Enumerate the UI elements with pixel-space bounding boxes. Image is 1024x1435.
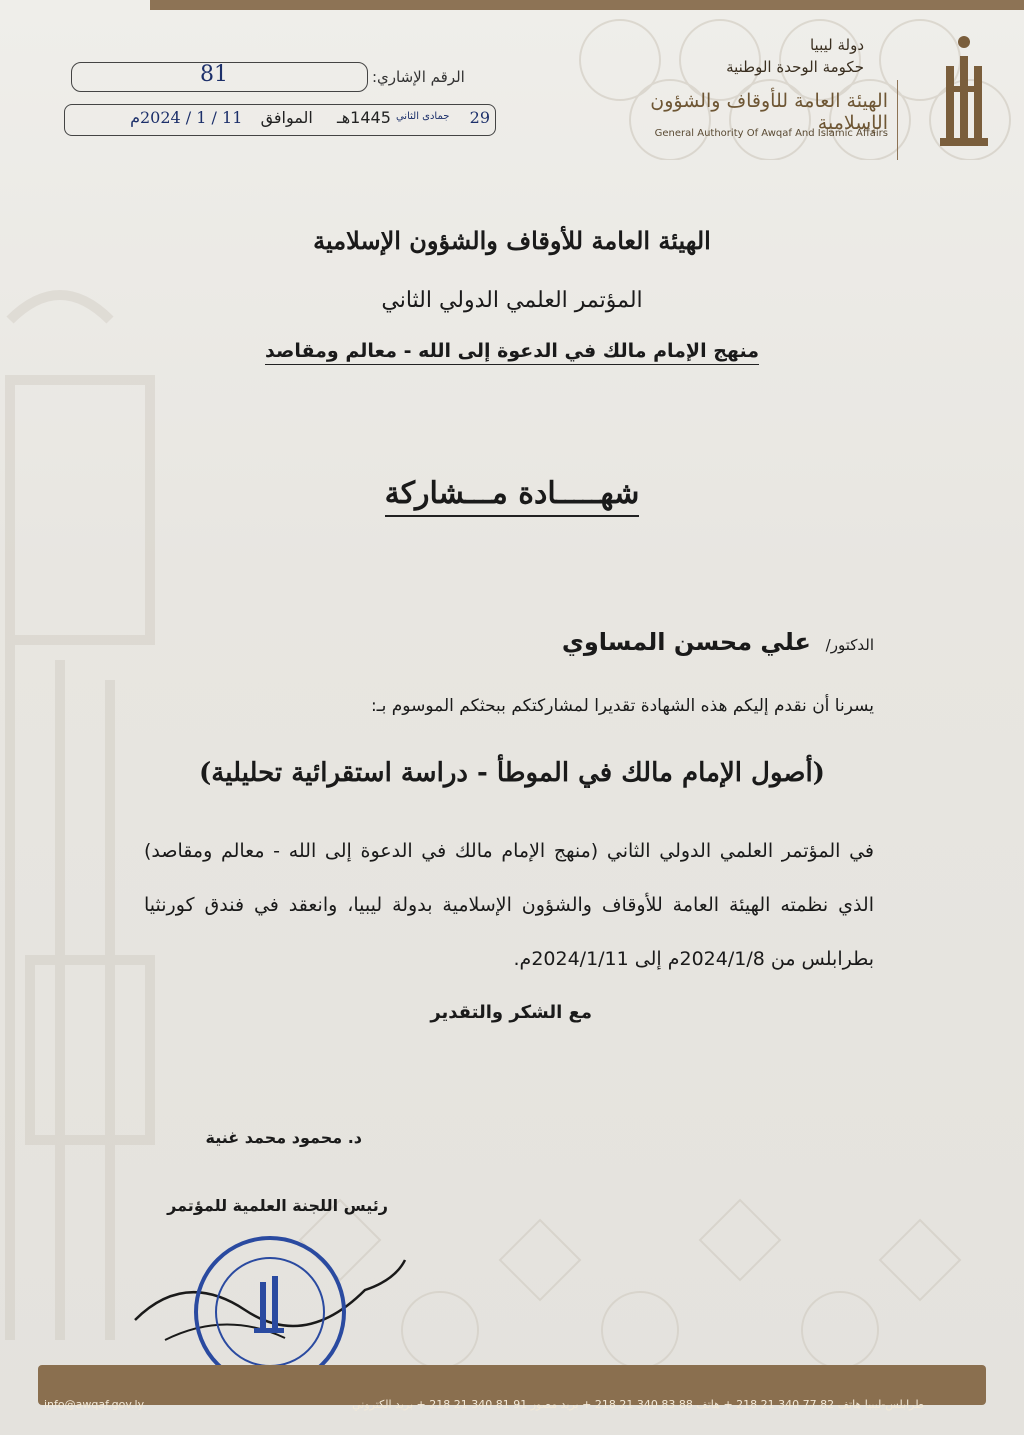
header-identity <box>596 22 1006 152</box>
authority-title: الهيئة العامة للأوقاف والشؤون الإسلامية <box>313 226 711 255</box>
authority-name-ar: الهيئة العامة للأوقاف والشؤون الإسلامية <box>650 90 888 134</box>
footer-email: info@awqaf.gov.ly <box>44 1398 145 1411</box>
reference-label: الرقم الإشاري: <box>372 68 465 86</box>
state-name: دولة ليبيا <box>809 36 864 54</box>
header-divider <box>897 80 898 160</box>
signer-role: رئيس اللجنة العلمية للمؤتمر <box>167 1196 388 1215</box>
recipient-name: علي محسن المساوي <box>561 628 811 656</box>
conference-theme-text: منهج الإمام مالك في الدعوة إلى الله - معالم ومقاصد <box>265 340 759 365</box>
hijri-year: 1445هـ <box>337 108 391 127</box>
certificate-title-text: شهـــــادة مـــشاركة <box>385 476 640 517</box>
conference-theme <box>0 340 1024 362</box>
thanks-line: مع الشكر والتقدير <box>430 1002 592 1023</box>
watermark-minaret <box>0 260 220 1360</box>
gregorian-date: 11 / 1 / 2024م <box>130 108 243 127</box>
hijri-month: جمادى الثاني <box>395 111 450 122</box>
honorific: الدكتور/ <box>825 636 874 654</box>
corresponding-label: الموافق <box>260 108 313 127</box>
hijri-day: 29 <box>469 108 490 127</box>
body-paragraph: في المؤتمر العلمي الدولي الثاني (منهج الإمام مالك في الدعوة إلى الله - معالم ومقاصد) الذي نظمته الهيئة العامة للأوقاف والشؤون الإسلامية بدولة ليبيا، وانعقد في فندق كورنثيا بطرابلس من 2024/1/8م إلى 2024/1/11م. <box>144 840 874 970</box>
signer-name: د. محمود محمد غنية <box>205 1128 362 1147</box>
authority-name-en: General Authority Of Awqaf And Islamic Affairs <box>654 128 888 139</box>
recipient-line <box>562 628 874 656</box>
reference-number: 81 <box>200 62 228 87</box>
footer-contact: طرابلس-ليبيا هاتف 82 77 340 21 218 + هاتف 88 83 340 21 218 + بريد مصور 91 81 340 21 218 + بريد الكتروني <box>352 1398 924 1411</box>
conference-title: المؤتمر العلمي الدولي الثاني <box>381 288 643 313</box>
paper-title: (أصول الإمام مالك في الموطأ - دراسة استقرائية تحليلية) <box>199 758 825 788</box>
government-name: حكومة الوحدة الوطنية <box>726 58 864 76</box>
date-row <box>80 108 490 127</box>
certificate-title <box>0 476 1024 511</box>
authority-logo <box>922 26 1004 156</box>
intro-text: يسرنا أن نقدم إليكم هذه الشهادة تقديرا لمشاركتكم ببحثكم الموسوم بـ: <box>370 696 874 716</box>
